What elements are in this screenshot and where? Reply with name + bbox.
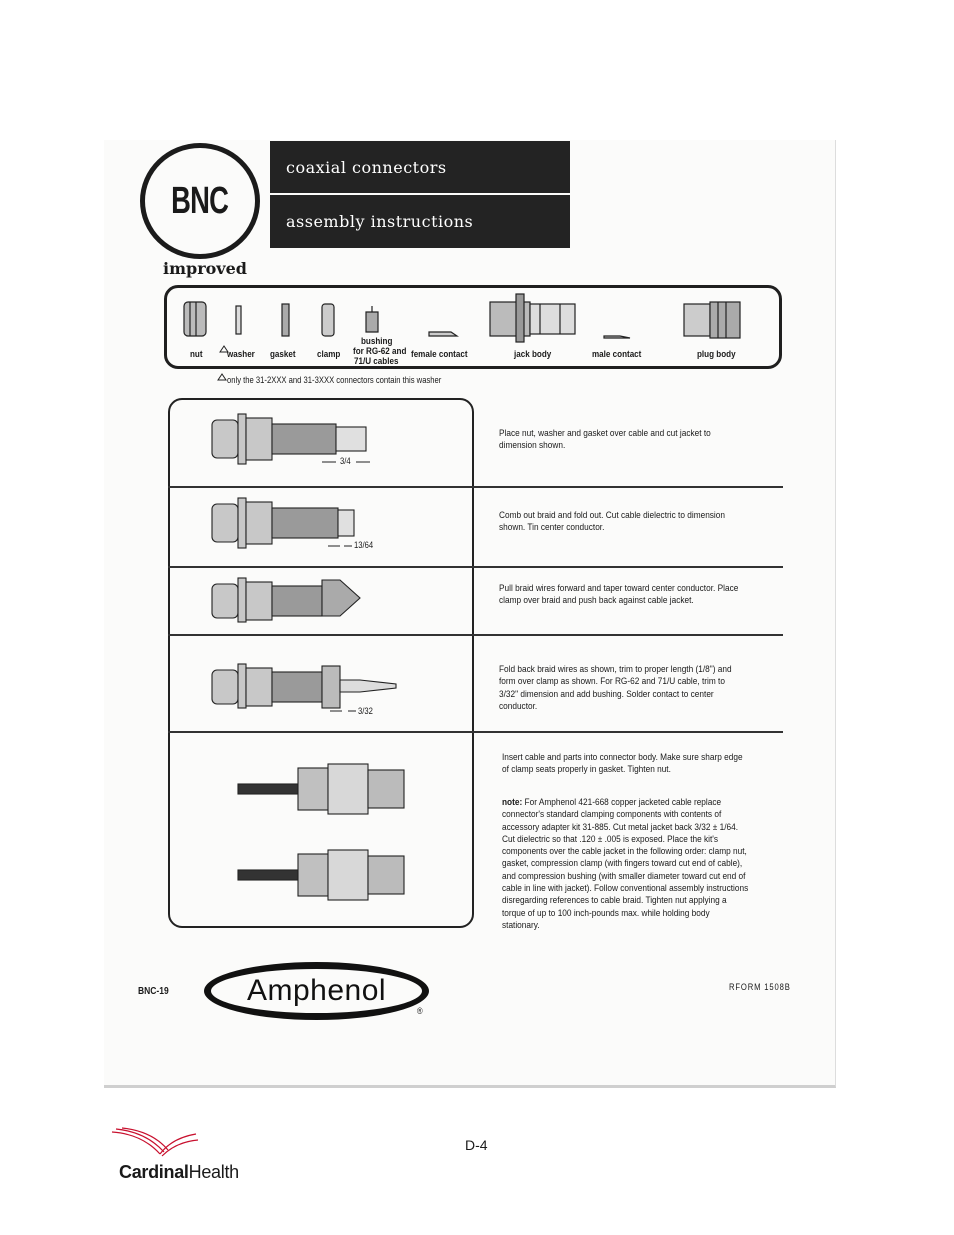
subtitle-improved: improved [163,259,247,278]
rform-number: RFORM 1508B [729,982,791,992]
part-label-plug-body: plug body [697,349,736,360]
note-text: For Amphenol 421-668 copper jacketed cable replace connector's standard clamping components with contents of accessory adapter kit 31-885. Cut metal jacket back 3/32 ± 1/64. Cut dielectric so that .120 ± .005 is exposed. Place the kit's components over the cable jacket in the following order: clamp nut, gasket, compression clamp (with fingers toward cut end of cable), and compression bushing (with smaller diameter toward cut end of cable in line with jacket). Follow conventional assembly instructions disregarding references to cable braid. Tighten nut applying a torque of up to 100 inch-pounds max. while holding body stationary. [502,797,749,930]
title-line-1: coaxial connectors [286,157,447,177]
form-code: BNC-19 [138,986,169,997]
scanned-instruction-sheet [104,140,836,1088]
part-label-washer: washer [227,349,255,360]
amphenol-logo-text: Amphenol [246,974,387,1007]
amphenol-logo [204,962,429,1020]
cardinal-health-wordmark [119,1162,239,1183]
registered-mark: ® [417,1006,423,1016]
step-3-text: Pull braid wires forward and taper toward center conductor. Place clamp over braid and push back against cable jacket. [499,583,739,606]
part-label-gasket: gasket [270,349,296,360]
step-4-text: Fold back braid wires as shown, trim to proper length (1/8") and form over clamp as shown. For RG-62 and 71/U cable, trim to 3/32" dimension and add bushing. Solder contact to center conductor. [499,664,732,711]
step-5-text: Insert cable and parts into connector body. Make sure sharp edge of clamp seats properly in gasket. Tighten nut. [502,752,743,775]
note-block [502,796,749,931]
step-4-dimension: 3/32 [358,706,373,716]
part-label-bushing-3: 71/U cables [354,356,399,367]
step-illustrations [104,140,835,1085]
step-2-dimension: 13/64 [354,540,374,550]
wordmark-bold: Cardinal [119,1162,189,1182]
washer-footnote: only the 31-2XXX and 31-3XXX connectors contain this washer [227,375,442,385]
step-1-dimension: 3/4 [340,456,351,466]
step-2-text: Comb out braid and fold out. Cut cable dielectric to dimension shown. Tin center conductor. [499,510,725,533]
part-label-bushing-2: for RG-62 and [353,346,407,357]
part-label-nut: nut [190,349,203,360]
step-1-text: Place nut, washer and gasket over cable and cut jacket to dimension shown. [499,428,711,451]
note-label: note: [502,797,523,807]
bnc-badge-text: BNC [171,179,229,222]
page-number: D-4 [465,1137,488,1153]
title-line-2: assembly instructions [286,212,474,231]
part-label-clamp: clamp [317,349,341,360]
part-label-bushing: bushing [361,336,393,347]
part-label-jack-body: jack body [514,349,552,360]
part-label-male-contact: male contact [592,349,642,360]
wordmark-light: Health [188,1162,239,1182]
part-label-female-contact: female contact [411,349,468,360]
